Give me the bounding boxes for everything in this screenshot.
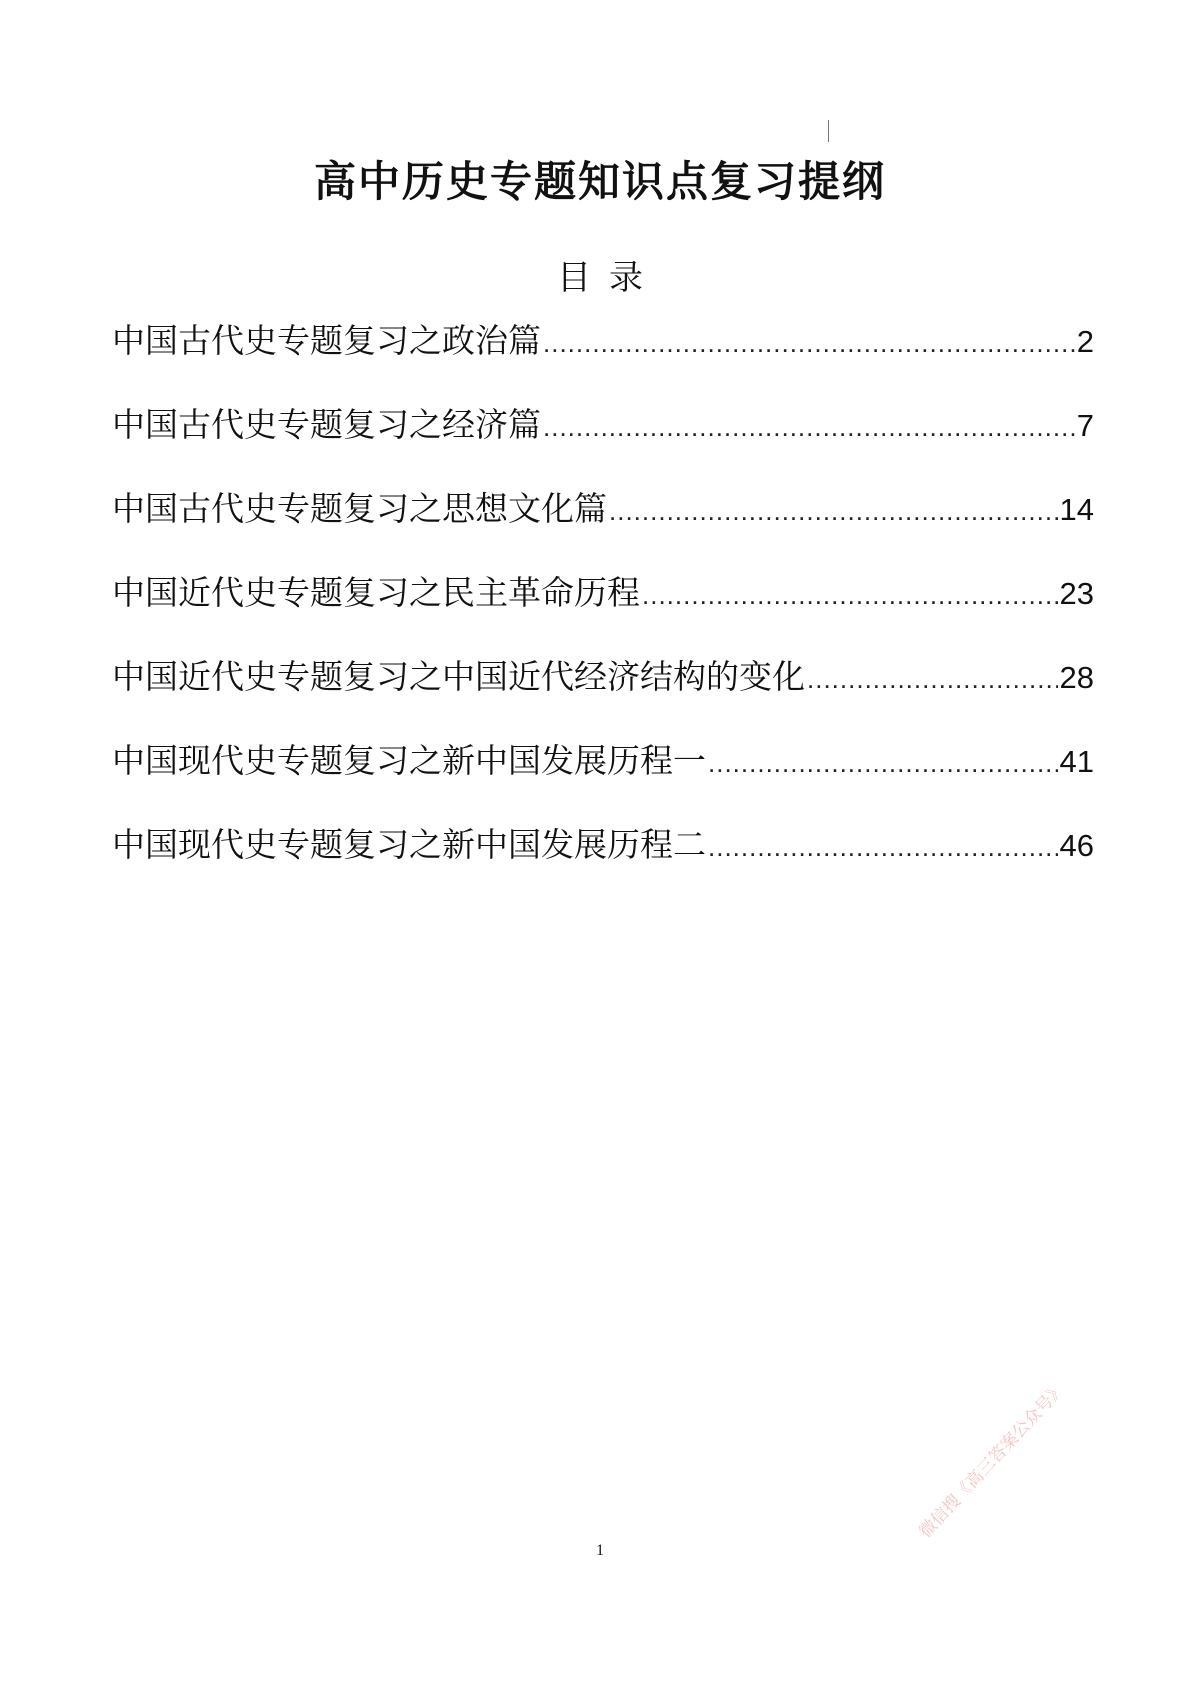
text-cursor-mark <box>828 120 829 142</box>
page-number: 1 <box>596 1542 604 1559</box>
toc-entry-page: 46 <box>1059 828 1094 863</box>
toc-entry-page: 23 <box>1059 576 1094 611</box>
toc-entry-thought-culture[interactable] <box>112 484 1094 568</box>
toc-entry-label: 中国近代史专题复习之中国近代经济结构的变化 <box>112 657 805 696</box>
toc-entry-label: 中国现代史专题复习之新中国发展历程一 <box>112 741 706 780</box>
toc-entry-page: 14 <box>1059 492 1094 527</box>
toc-entry-page: 41 <box>1059 744 1094 779</box>
toc-entry-economic-structure[interactable] <box>112 652 1094 736</box>
toc-entry-page: 2 <box>1076 324 1094 359</box>
toc-entry-economy[interactable] <box>112 400 1094 484</box>
toc-entry-page: 28 <box>1059 660 1094 695</box>
toc-entry-politics[interactable] <box>112 316 1094 400</box>
toc-dot-leader <box>708 822 1058 872</box>
table-of-contents <box>112 316 1094 904</box>
toc-dot-leader <box>609 486 1058 536</box>
toc-dot-leader <box>543 402 1075 452</box>
toc-entry-label: 中国近代史专题复习之民主革命历程 <box>112 573 640 612</box>
toc-entry-label: 中国古代史专题复习之经济篇 <box>112 405 541 444</box>
watermark-text: 微信搜《高三答案公众号》 <box>915 1379 1070 1543</box>
toc-dot-leader <box>543 318 1075 368</box>
toc-entry-label: 中国现代史专题复习之新中国发展历程二 <box>112 825 706 864</box>
toc-dot-leader <box>708 738 1058 788</box>
toc-entry-page: 7 <box>1076 408 1094 443</box>
toc-entry-new-china-one[interactable] <box>112 736 1094 820</box>
toc-dot-leader <box>642 570 1058 620</box>
toc-entry-democratic-revolution[interactable] <box>112 568 1094 652</box>
toc-dot-leader <box>807 654 1058 704</box>
document-title: 高中历史专题知识点复习提纲 <box>313 157 886 206</box>
toc-entry-new-china-two[interactable] <box>112 820 1094 904</box>
toc-entry-label: 中国古代史专题复习之思想文化篇 <box>112 489 607 528</box>
toc-entry-label: 中国古代史专题复习之政治篇 <box>112 321 541 360</box>
toc-heading: 目录 <box>557 258 661 298</box>
